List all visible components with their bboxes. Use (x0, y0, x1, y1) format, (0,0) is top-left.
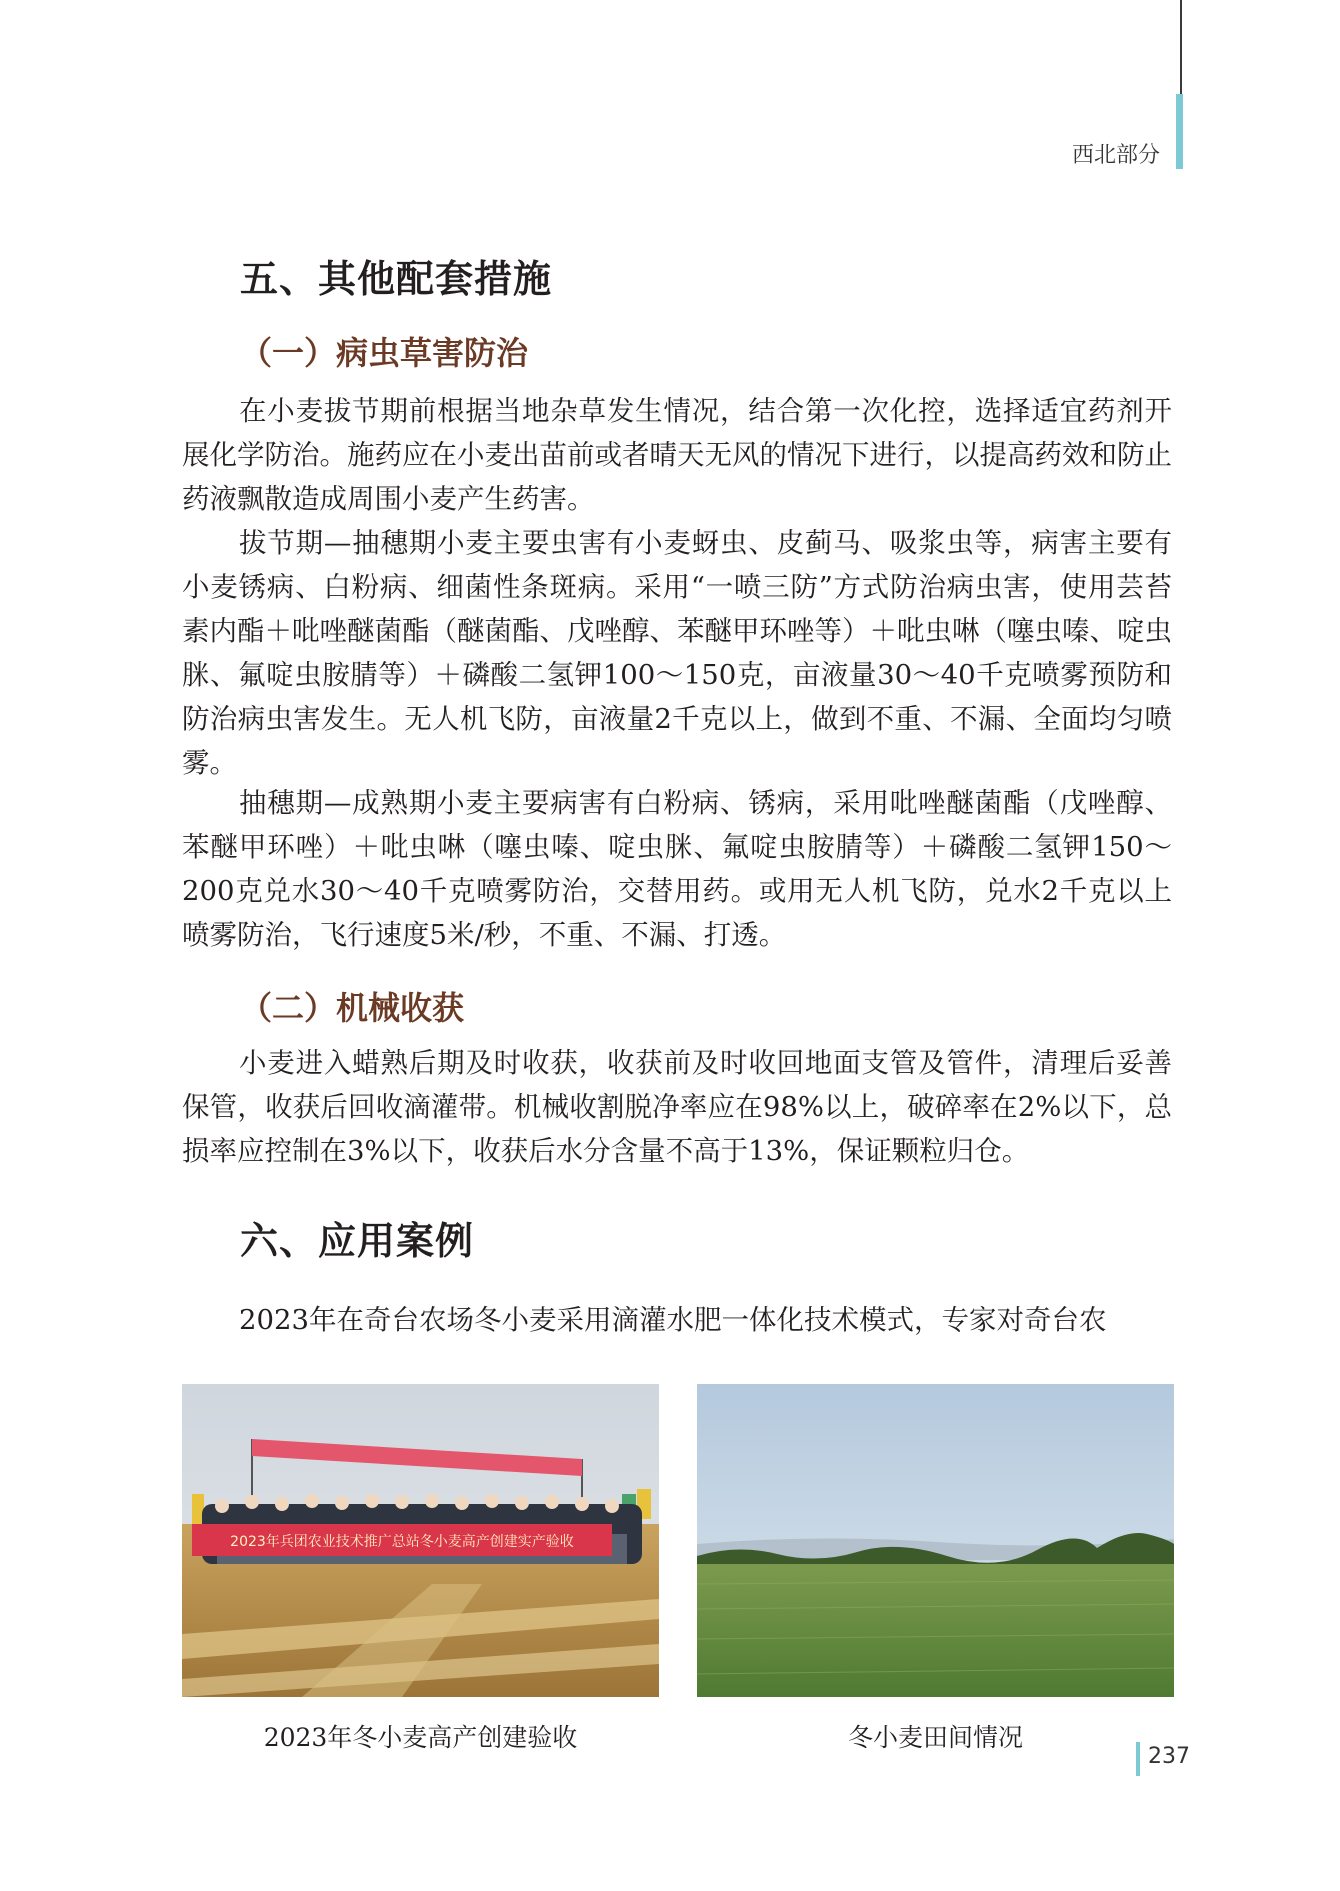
banner-text: 2023年兵团农业技术推广总站冬小麦高产创建实产验收 (230, 1534, 574, 1550)
section-5-title: 五、其他配套措施 (240, 257, 553, 301)
header-tab-bar (1176, 94, 1183, 169)
paragraph: 抽穗期—成熟期小麦主要病害有白粉病、锈病，采用吡唑醚菌酯（戊唑醇、苯醚甲环唑）＋吡虫啉（噻虫嗪、啶虫脒、氟啶虫胺腈等）＋磷酸二氢钾150～200克兑水30～40千克喷雾防治，交替用药。或用无人机飞防，兑水2千克以上喷雾防治，飞行速度5米/秒，不重、不漏、打透。 (182, 787, 1172, 951)
paragraph: 2023年在奇台农场冬小麦采用滴灌水肥一体化技术模式，专家对奇台农 (239, 1304, 1107, 1336)
subsection-1-title: （一）病虫草害防治 (240, 334, 529, 372)
paragraph: 拔节期—抽穗期小麦主要虫害有小麦蚜虫、皮蓟马、吸浆虫等，病害主要有小麦锈病、白粉病、细菌性条斑病。采用“一喷三防”方式防治病虫害，使用芸苔素内酯＋吡唑醚菌酯（醚菌酯、戊唑醇、苯醚甲环唑等）＋吡虫啉（噻虫嗪、啶虫脒、氟啶虫胺腈等）＋磷酸二氢钾100～150克，亩液量30～40千克喷雾预防和防治病虫害发生。无人机飞防，亩液量2千克以上，做到不重、不漏、全面均匀喷雾。 (182, 527, 1172, 779)
figure-photo-acceptance (182, 1384, 659, 1697)
figure-caption: 2023年冬小麦高产创建验收 (263, 1723, 578, 1752)
paragraph: 在小麦拔节期前根据当地杂草发生情况，结合第一次化控，选择适宜药剂开展化学防治。施药应在小麦出苗前或者晴天无风的情况下进行，以提高药效和防止药液飘散造成周围小麦产生药害。 (182, 395, 1172, 515)
figure-photo-field (697, 1384, 1174, 1697)
section-6-title: 六、应用案例 (240, 1219, 475, 1263)
paragraph: 小麦进入蜡熟后期及时收获，收获前及时收回地面支管及管件，清理后妥善保管，收获后回收滴灌带。机械收割脱净率应在98%以上，破碎率在2%以下，总损率应控制在3%以下，收获后水分含量不高于13%，保证颗粒归仓。 (182, 1047, 1172, 1167)
group-photo-in-wheat-field-icon (182, 1384, 659, 1697)
figure-caption: 冬小麦田间情况 (847, 1723, 1023, 1752)
folio-bar (1136, 1742, 1140, 1776)
subsection-2-title: （二）机械收获 (240, 989, 465, 1027)
running-head: 西北部分 (1071, 143, 1160, 168)
page-number: 237 (1148, 1744, 1190, 1769)
green-wheat-field-photo-icon (697, 1384, 1174, 1697)
